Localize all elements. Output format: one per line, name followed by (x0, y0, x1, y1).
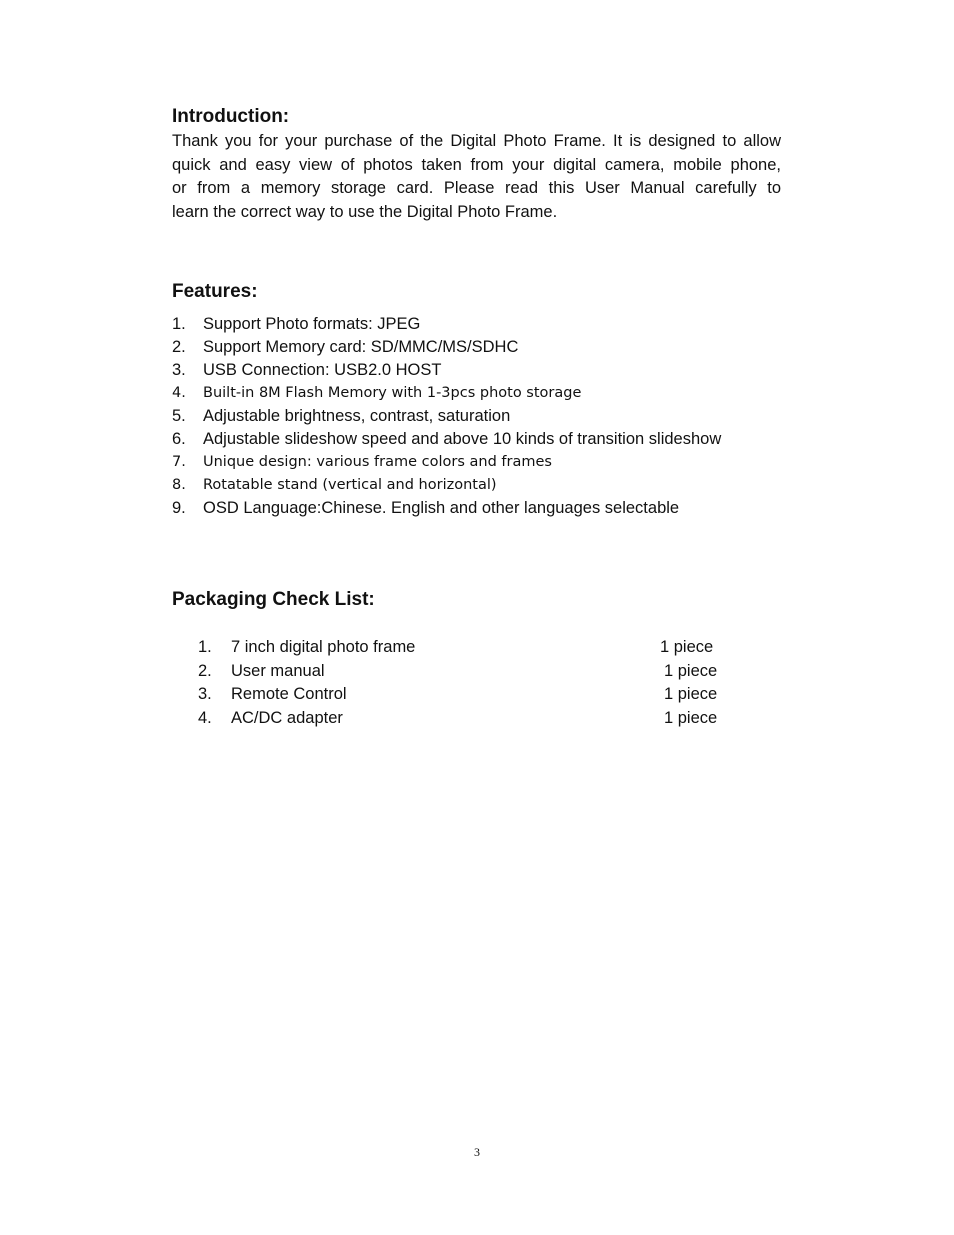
feature-number: 4. (172, 385, 186, 401)
packaging-quantity: 1 piece (664, 661, 718, 680)
packaging-number: 1. (198, 638, 212, 656)
feature-item (172, 497, 721, 520)
feature-text: Unique design: various frame colors and frames (203, 454, 552, 470)
feature-number: 5. (172, 407, 186, 425)
feature-text: Rotatable stand (vertical and horizontal) (203, 477, 497, 493)
introduction-heading: Introduction: (172, 106, 290, 127)
introduction-line: or from a memory storage card. Please read this User Manual carefully to (172, 179, 781, 197)
packaging-item (198, 636, 738, 660)
feature-number: 2. (172, 338, 186, 356)
feature-item (172, 336, 721, 359)
packaging-number: 3. (198, 685, 212, 703)
feature-number: 3. (172, 361, 186, 379)
packaging-quantity: 1 piece (660, 638, 714, 656)
feature-text: Support Memory card: SD/MMC/MS/SDHC (203, 338, 519, 356)
packaging-list (198, 636, 738, 730)
features-list (172, 313, 721, 520)
introduction-paragraph (172, 130, 781, 224)
introduction-line: Thank you for your purchase of the Digital Photo Frame. It is designed to allow (172, 132, 781, 150)
feature-item (172, 359, 721, 382)
packaging-item-name: 7 inch digital photo frame (231, 638, 416, 656)
features-heading: Features: (172, 281, 258, 302)
feature-text: USB Connection: USB2.0 HOST (203, 361, 442, 379)
feature-number: 7. (172, 454, 186, 470)
introduction-line: quick and easy view of photos taken from your digital camera, mobile phone, (172, 155, 781, 174)
feature-text: Built-in 8M Flash Memory with 1-3pcs photo storage (203, 385, 582, 401)
feature-item (172, 313, 721, 336)
packaging-item-name: Remote Control (231, 685, 347, 703)
page-number: 3 (474, 1145, 480, 1159)
feature-number: 9. (172, 499, 186, 517)
packaging-item-name: AC/DC adapter (231, 708, 343, 727)
packaging-item-name: User manual (231, 661, 325, 680)
feature-item (172, 405, 721, 428)
feature-item (172, 382, 721, 405)
packaging-number: 2. (198, 661, 212, 680)
feature-number: 8. (172, 477, 186, 493)
packaging-number: 4. (198, 708, 212, 727)
packaging-quantity: 1 piece (664, 708, 718, 727)
feature-item (172, 451, 721, 474)
feature-item (172, 474, 721, 497)
introduction-line: learn the correct way to use the Digital Photo Frame. (172, 202, 558, 221)
feature-text: OSD Language:Chinese. English and other languages selectable (203, 499, 680, 517)
feature-text: Support Photo formats: JPEG (203, 315, 421, 333)
packaging-item (198, 683, 738, 707)
packaging-quantity: 1 piece (664, 685, 718, 703)
feature-number: 1. (172, 315, 186, 333)
feature-text: Adjustable slideshow speed and above 10 kinds of transition slideshow (203, 430, 722, 448)
packaging-heading: Packaging Check List: (172, 589, 375, 610)
feature-item (172, 428, 721, 451)
feature-text: Adjustable brightness, contrast, saturation (203, 407, 511, 425)
packaging-item (198, 707, 738, 731)
packaging-item (198, 660, 738, 684)
feature-number: 6. (172, 430, 186, 448)
